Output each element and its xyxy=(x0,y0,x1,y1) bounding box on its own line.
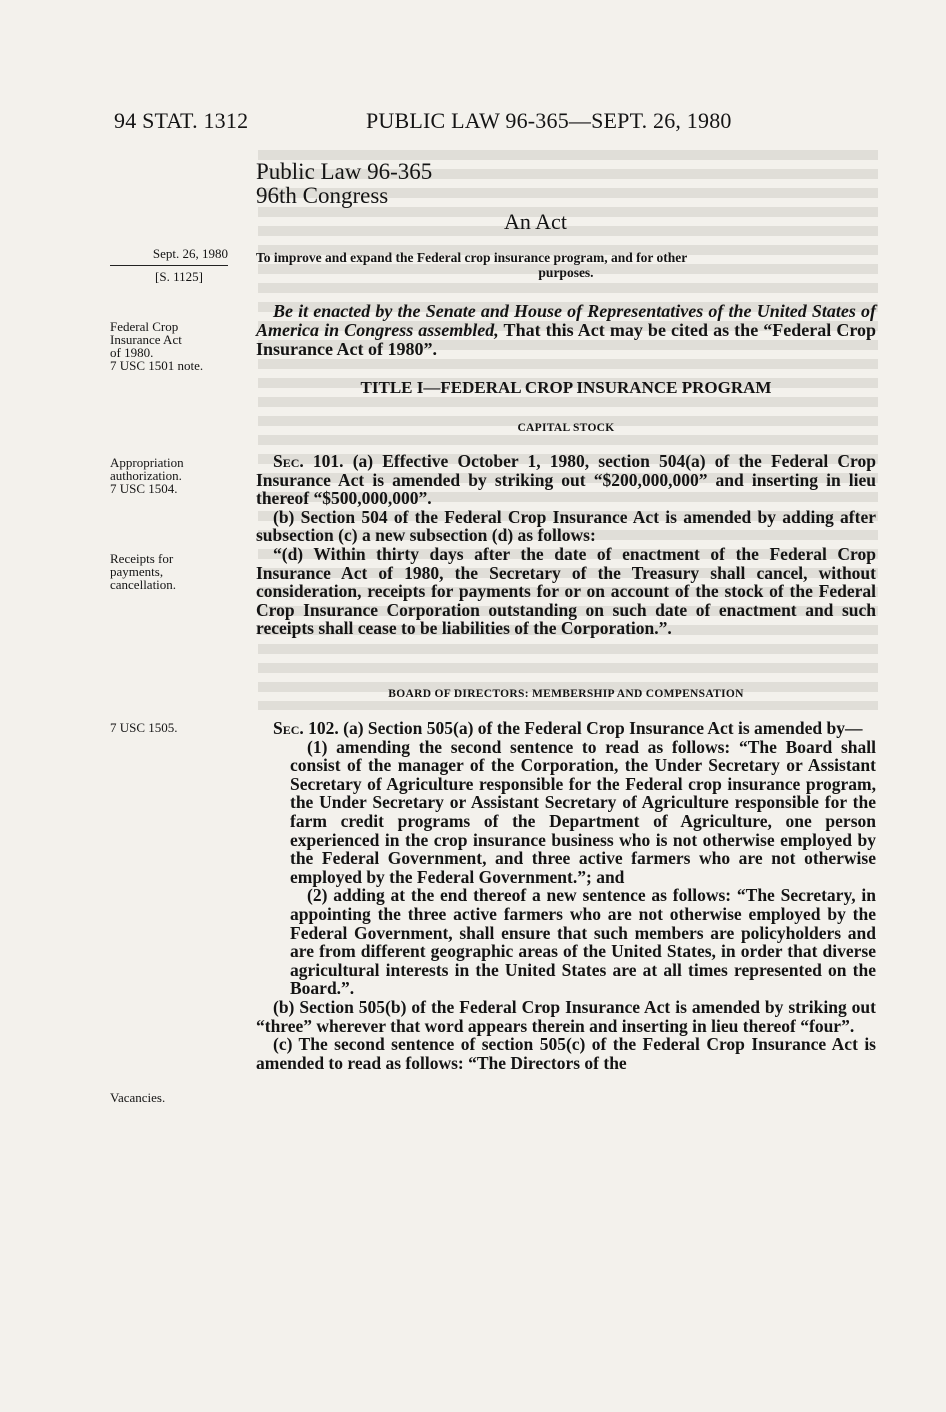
margin-line: 7 USC 1504. xyxy=(110,481,178,496)
margin-note-receipts xyxy=(110,552,244,591)
running-head: PUBLIC LAW 96-365—SEPT. 26, 1980 xyxy=(366,108,732,133)
an-act-heading: An Act xyxy=(504,209,567,234)
capital-stock-heading: CAPITAL STOCK xyxy=(517,422,615,434)
title-heading: TITLE I—FEDERAL CROP INSURANCE PROGRAM xyxy=(360,378,772,397)
margin-line: Insurance Act xyxy=(110,332,182,347)
enacting-clause xyxy=(256,302,876,359)
board-heading: BOARD OF DIRECTORS: MEMBERSHIP AND COMPENSATION xyxy=(388,688,744,700)
margin-line: cancellation. xyxy=(110,577,177,592)
section-102-a-1: (1) amending the second sentence to read as follows: “The Board shall consist of the manager of the Corporation, the Under Secretary or Assistant Secretary of Agriculture responsible for the Federal crop insurance program, the Under Secretary or Assistant Secretary of Agriculture responsible for the farm credit programs of the Department of Agriculture, one person experienced in the crop insurance business who is not otherwise employed by the Federal Government, and three active farmers who are not otherwise employed by the Federal Government.”; and xyxy=(290,736,876,887)
margin-line: Federal Crop xyxy=(110,319,179,334)
section-101-b: (b) Section 504 of the Federal Crop Insurance Act is amended by adding after subsection (c) a new subsection (d) as follows: xyxy=(256,506,876,546)
congress: 96th Congress xyxy=(256,183,389,208)
margin-note-short-title xyxy=(110,320,244,372)
margin-line: 7 USC 1501 note. xyxy=(110,358,204,373)
margin-line: Appropriation xyxy=(110,455,184,470)
section-101-a: (a) Effective October 1, 1980, section 504(a) of the Federal Crop Insurance Act is amended by striking out “$200,000,000” and inserting in lieu thereof “$500,000,000”. xyxy=(256,451,876,509)
margin-line: Receipts for xyxy=(110,551,174,566)
margin-date: Sept. 26, 1980 xyxy=(152,246,228,261)
purpose-line-1: To improve and expand the Federal crop insurance program, and for other xyxy=(256,250,688,265)
section-label: Sec. 101. xyxy=(273,451,344,471)
section-101 xyxy=(256,452,876,638)
margin-line: authorization. xyxy=(110,468,182,483)
margin-line: of 1980. xyxy=(110,345,154,360)
enacting-formula: Be it enacted by the Senate and House of Representatives of the United States of America in Congress assembled, xyxy=(256,301,876,340)
section-label: Sec. 102. xyxy=(273,718,339,738)
section-102-a: (a) Section 505(a) of the Federal Crop Insurance Act is amended by— xyxy=(338,718,863,738)
purpose-line-2: purposes. xyxy=(538,265,594,280)
margin-note-vacancies: Vacancies. xyxy=(110,1090,166,1105)
margin-note-appropriation xyxy=(110,456,244,495)
section-102 xyxy=(256,719,876,1072)
margin-date-block xyxy=(110,245,228,286)
section-102-c: (c) The second sentence of section 505(c) of the Federal Crop Insurance Act is amended to read as follows: “The Directors of the xyxy=(256,1034,876,1073)
section-102-b: (b) Section 505(b) of the Federal Crop Insurance Act is amended by striking out “three” wherever that word appears therein and inserting in lieu thereof “four”. xyxy=(256,996,876,1036)
section-101-d: “(d) Within thirty days after the date of enactment of the Federal Crop Insurance Act of 1980, the Secretary of the Treasury shall cancel, without consideration, receipts for payments for or on account of the stock of the Federal Crop Insurance Corporation outstanding on such date of enactment and such receipts shall cease to be liabilities of the Corporation.”. xyxy=(256,543,876,639)
margin-bill-number: [S. 1125] xyxy=(155,269,203,284)
short-title-text: That this Act may be cited as the “Federal Crop Insurance Act of 1980”. xyxy=(256,320,877,359)
margin-date-rule xyxy=(110,265,228,266)
section-102-a-2: (2) adding at the end thereof a new sentence as follows: “The Secretary, in appointing the three active farmers who are not otherwise employed by the Federal Government, shall ensure that such members are policyholders and are from different geographic areas of the United States, in order that diverse agricultural interests in the United States are at all times represented on the Board.”. xyxy=(290,885,876,999)
page-number: 94 STAT. 1312 xyxy=(114,108,249,133)
law-number: Public Law 96-365 xyxy=(256,159,433,184)
purpose-clause xyxy=(256,250,876,280)
margin-line: payments, xyxy=(110,564,164,579)
margin-note-usc-1505: 7 USC 1505. xyxy=(110,720,178,735)
